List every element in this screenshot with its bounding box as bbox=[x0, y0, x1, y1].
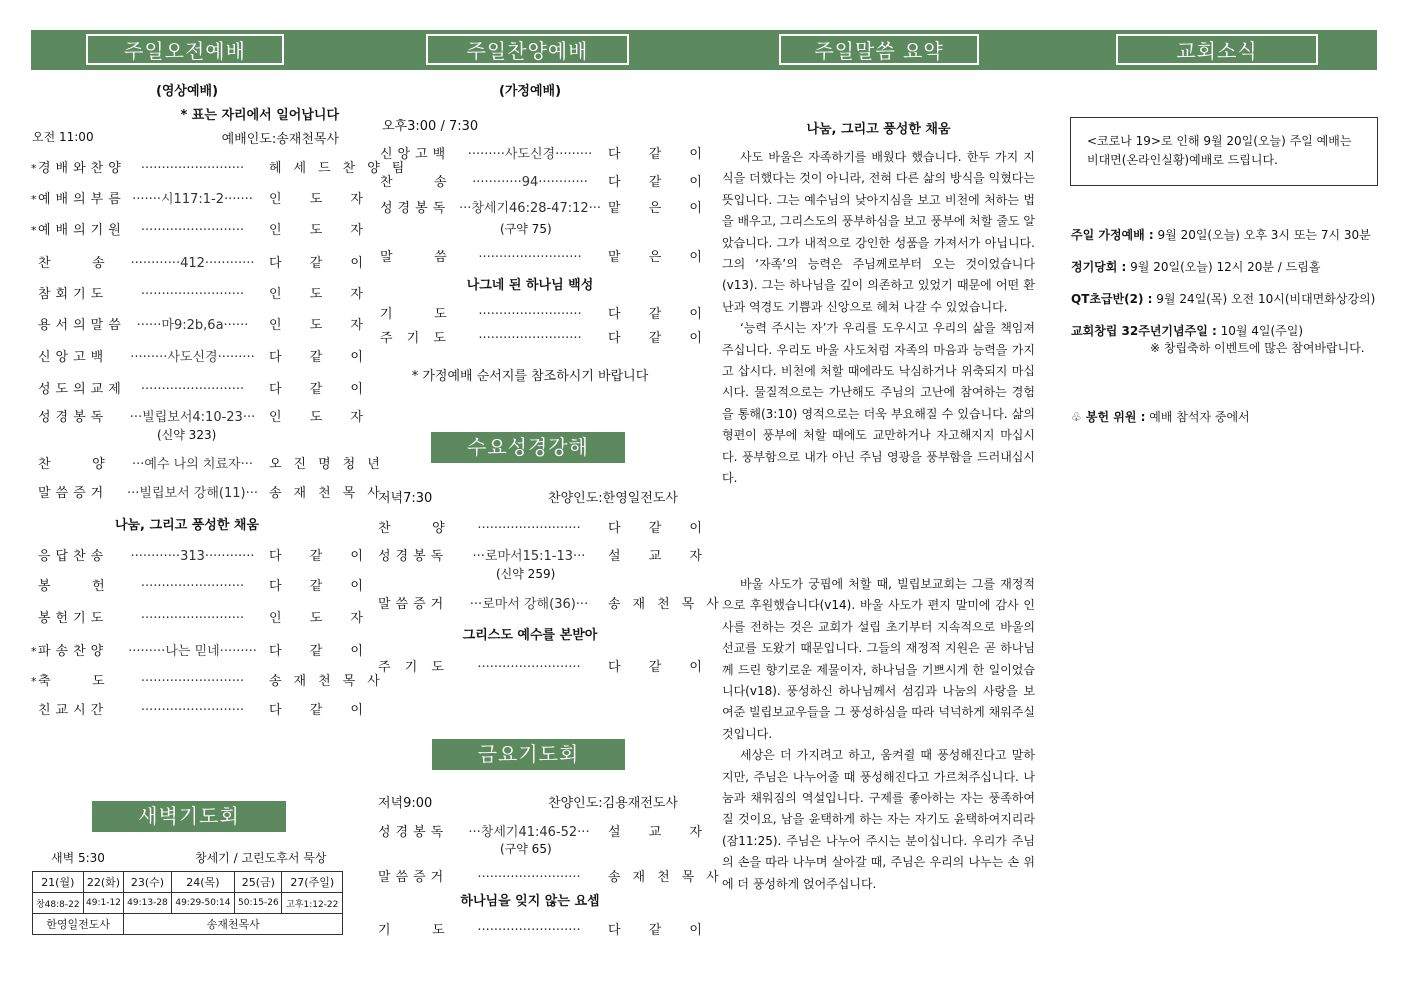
news-text: 9월 20일(오늘) 12시 20분 / 드림홀 bbox=[1126, 260, 1321, 274]
dawn-table bbox=[32, 871, 343, 935]
essay-body-1 bbox=[722, 147, 1035, 490]
morning-subtitle: (영상예배) bbox=[155, 84, 219, 99]
order-item-detail: ························· bbox=[140, 287, 245, 302]
order-item-person: 다 같 이 bbox=[269, 579, 375, 594]
order-item-person: 다 같 이 bbox=[269, 382, 375, 397]
order-item-detail: ·········사도신경········· bbox=[130, 350, 255, 365]
wed-time: 저녁7:30 bbox=[378, 491, 433, 506]
order-item-detail: ···빌립보서 강해(11)··· bbox=[127, 486, 258, 501]
order-item-person: 다 같 이 bbox=[608, 331, 714, 346]
order-item-name: 성경봉독 bbox=[38, 410, 109, 425]
order-item-person: 다 같 이 bbox=[608, 521, 714, 536]
order-item-person: 송재천목사 bbox=[608, 870, 731, 885]
order-item-detail: ·······시117:1-2······· bbox=[132, 192, 253, 207]
order-row bbox=[31, 283, 375, 302]
wed-sermon-title: 그리스도 예수를 본받아 bbox=[462, 628, 598, 643]
order-item-person: 다 같 이 bbox=[269, 644, 375, 659]
order-item-name: 찬 송 bbox=[38, 256, 110, 271]
order-item-person: 인 도 자 bbox=[269, 410, 375, 425]
order-item-name: 신앙고백 bbox=[380, 147, 451, 162]
order-item-person: 설 교 자 bbox=[608, 549, 714, 564]
order-item-name: 신앙고백 bbox=[38, 350, 109, 365]
order-item-name: 친교시간 bbox=[38, 703, 109, 718]
news-text: 10월 4일(주일) bbox=[1216, 324, 1304, 338]
order-item-name: 찬 송 bbox=[380, 175, 452, 190]
family-subtitle: (가정예배) bbox=[498, 84, 562, 99]
news-item bbox=[1071, 322, 1303, 339]
essay-paragraph: 사도 바울은 자족하기를 배웠다 했습니다. 한두 가지 지식을 더했다는 것이 아니라, 전혀 다른 삶의 방식을 익혔다는 뜻입니다. 그는 예수님의 낮아지심을 보고 비천에 처하는 법을 배우고, 그리스도의 풍부하심을 보고 풍부에 처할 줄도 알았습니다. 그가 내적으로 강인한 성품을 가져서가 아닙니다. 그의 ‘자족’의 능력은 주님께로부터 오는 것이었습니다(v13). 그는 하나님을 깊이 의존하고 있었기 때문에 어떤 환난과 역경도 기쁨과 신앙으로 헤쳐 나갈 수 있었습니다. bbox=[722, 150, 1035, 314]
essay-body-2 bbox=[722, 574, 1035, 895]
dawn-day: 23(수) bbox=[124, 872, 171, 893]
order-row bbox=[31, 378, 375, 397]
order-item-person: 다 같 이 bbox=[269, 350, 375, 365]
order-item-detail: ············94············ bbox=[472, 175, 588, 190]
order-item-detail: ························· bbox=[140, 674, 245, 689]
dawn-passage: 49:1-12 bbox=[83, 893, 124, 914]
family-sermon-title: 나그네 된 하나님 백성 bbox=[466, 278, 594, 293]
order-row bbox=[31, 453, 392, 472]
header-sunday-praise: 주일찬양예배 bbox=[426, 34, 629, 65]
dawn-books: 창세기 / 고린도후서 묵상 bbox=[195, 851, 327, 865]
order-row bbox=[31, 252, 375, 271]
dawn-day: 25(금) bbox=[235, 872, 282, 893]
order-row bbox=[31, 670, 392, 689]
header-sermon-summary: 주일말씀 요약 bbox=[779, 34, 979, 65]
stand-marker: * bbox=[31, 162, 37, 175]
order-row bbox=[378, 593, 731, 612]
order-item-name: 성경봉독 bbox=[380, 201, 451, 216]
order-item-person: 인 도 자 bbox=[269, 192, 375, 207]
order-item-detail: ···빌립보서4:10-23··· bbox=[129, 410, 256, 425]
order-row bbox=[31, 314, 375, 333]
essay-paragraph: 세상은 더 가지려고 하고, 움켜쥘 때 풍성해진다고 말하지만, 주님은 나누어줄 때 풍성해진다고 가르쳐주십니다. 나눔과 채워짐의 역설입니다. 구제를 좋아하는 자는 풍족하여질 것이요, 남을 윤택하게 하는 자는 자기도 윤택하여지리라(잠11:25). 주님은 나누어 주시는 분이십니다. 우리가 주님의 손을 따라 나누며 살아갈 때, 주님은 우리의 나누는 손 위에 더 풍성하게 얹어주십니다. bbox=[722, 748, 1035, 891]
stand-marker: * bbox=[31, 675, 37, 688]
order-item-name: 성경봉독 bbox=[378, 825, 449, 840]
order-item-detail: ························· bbox=[478, 307, 582, 322]
order-item-person: 다 같 이 bbox=[269, 256, 375, 271]
order-row bbox=[31, 607, 375, 626]
order-item-person: 인 도 자 bbox=[269, 223, 375, 238]
news-label: 교회창립 32주년기념주일 : bbox=[1071, 324, 1217, 338]
order-item-person: 다 같 이 bbox=[608, 147, 714, 162]
dawn-leader: 송재천목사 bbox=[124, 914, 343, 935]
order-item-name: 말씀증거 bbox=[378, 870, 449, 885]
stand-marker: * bbox=[31, 224, 37, 237]
family-ref: (구약 75) bbox=[500, 222, 552, 236]
order-item-detail: ···로마서15:1-13··· bbox=[472, 549, 586, 564]
order-item-detail: ························· bbox=[478, 250, 582, 265]
order-item-name: 봉 헌 bbox=[38, 579, 110, 594]
order-item-name: 예배의부름 bbox=[38, 192, 126, 207]
order-item-name: 성경봉독 bbox=[378, 549, 449, 564]
order-item-name: 경배와찬양 bbox=[38, 161, 126, 176]
order-item-person: 송재천목사 bbox=[608, 597, 731, 612]
order-row bbox=[380, 143, 714, 162]
news-text: 9월 20일(오늘) 오후 3시 또는 7시 30분 bbox=[1153, 228, 1371, 242]
order-item-name: 주 기 도 bbox=[378, 660, 449, 675]
order-row bbox=[378, 866, 731, 885]
order-item-person: 다 같 이 bbox=[608, 175, 714, 190]
header-sunday-morning: 주일오전예배 bbox=[86, 34, 284, 65]
family-note: * 가정예배 순서지를 참조하시기 바랍니다 bbox=[411, 369, 649, 384]
order-row bbox=[31, 640, 375, 659]
dawn-passage: 50:15-26 bbox=[235, 893, 282, 914]
order-item-detail: ···창세기41:46-52··· bbox=[468, 825, 590, 840]
fri-ref: (구약 65) bbox=[500, 842, 552, 856]
morning-time: 오전 11:00 bbox=[32, 130, 94, 144]
order-item-name: 파송찬양 bbox=[38, 644, 109, 659]
order-item-detail: ························· bbox=[477, 660, 581, 675]
order-row bbox=[378, 656, 714, 675]
order-row bbox=[378, 545, 714, 564]
order-row bbox=[31, 575, 375, 594]
order-item-name: 찬 양 bbox=[378, 521, 450, 536]
offering-committee bbox=[1071, 408, 1250, 425]
order-item-name: 성도의교제 bbox=[38, 382, 126, 397]
order-item-name: 용서의말씀 bbox=[38, 318, 126, 333]
header-friday: 금요기도회 bbox=[432, 739, 625, 770]
order-item-detail: ························· bbox=[477, 870, 581, 885]
order-item-name: 기 도 bbox=[378, 923, 450, 938]
order-item-detail: ···창세기46:28-47:12··· bbox=[458, 201, 602, 216]
order-item-detail: ···로마서 강해(36)··· bbox=[469, 597, 589, 612]
order-row bbox=[378, 821, 714, 840]
morning-sermon-title: 나눔, 그리고 풍성한 채움 bbox=[114, 518, 260, 533]
order-item-detail: ························· bbox=[477, 923, 581, 938]
news-text: 9월 24일(목) 오전 10시(비대면화상강의) bbox=[1152, 292, 1376, 306]
order-item-person: 다 같 이 bbox=[608, 307, 714, 322]
order-row bbox=[31, 406, 375, 425]
news-label: 주일 가정예배 : bbox=[1071, 228, 1154, 242]
order-item-detail: ························· bbox=[140, 703, 245, 718]
order-item-detail: ························· bbox=[478, 331, 582, 346]
essay-title: 나눔, 그리고 풍성한 채움 bbox=[806, 122, 951, 137]
fri-leader: 찬양인도:김용재전도사 bbox=[548, 796, 678, 811]
essay-paragraph: ‘능력 주시는 자’가 우리를 도우시고 우리의 삶을 책임져 주십니다. 우리도 바울 사도처럼 자족의 마음과 능력을 가지고 삽시다. 비천에 처할 때에라도 낙심하거나 위축되지 마십시다. 물질적으로는 가난해도 주님의 고난에 참여하는 경험을 통해(3:10) 영적으로는 더욱 부요해질 수 있습니다. 삶의 형편이 풍부에 처할 때에도 교만하거나 자고해지지 마십시다. 풍부함으로 내가 아닌 주님 영광을 풍부함을 드러내십시다. bbox=[722, 321, 1035, 486]
dawn-passage: 고후1:12-22 bbox=[282, 893, 343, 914]
order-item-detail: ························· bbox=[140, 161, 245, 176]
offering-text: 예배 참석자 중에서 bbox=[1145, 410, 1250, 424]
dawn-day: 24(목) bbox=[171, 872, 235, 893]
order-row bbox=[378, 517, 714, 536]
order-item-person: 인 도 자 bbox=[269, 611, 375, 626]
fri-time: 저녁9:00 bbox=[378, 796, 433, 811]
order-item-detail: ························· bbox=[140, 382, 245, 397]
order-item-name: 말 씀 bbox=[380, 250, 452, 265]
order-item-name: 말씀증거 bbox=[378, 597, 449, 612]
order-item-name: 찬 양 bbox=[38, 457, 110, 472]
dawn-leader: 한영일전도사 bbox=[33, 914, 124, 935]
stand-marker: * bbox=[31, 645, 37, 658]
essay-paragraph: 바울 사도가 궁핍에 처할 때, 빌립보교회는 그를 재정적으로 후원했습니다(v14). 바울 사도가 편지 말미에 감사 인사를 전하는 것은 교회가 설립 초기부터 지속적으로 바울의 선교를 도왔기 때문입니다. 그들의 재정적 지원은 곧 하나님께 드린 향기로운 제물이자, 하나님을 기쁘시게 한 일이었습니다(v18). 풍성하신 하나님께서 섬김과 나눔의 사랑을 보여준 빌립보교우들을 그 풍성하심을 따라 넉넉하게 채워주실 것입니다. bbox=[722, 577, 1035, 741]
order-item-person: 헤세드찬양팀 bbox=[269, 161, 417, 176]
order-row bbox=[380, 246, 714, 265]
order-item-name: 봉헌기도 bbox=[38, 611, 109, 626]
order-row bbox=[31, 188, 375, 207]
order-item-detail: ············313············ bbox=[130, 549, 255, 564]
order-item-detail: ···예수 나의 치료자··· bbox=[132, 457, 253, 472]
order-item-detail: ························· bbox=[140, 223, 245, 238]
order-item-person: 다 같 이 bbox=[269, 549, 375, 564]
order-item-detail: ·········나는 믿네········· bbox=[128, 644, 257, 659]
wed-ref: (신약 259) bbox=[496, 567, 556, 581]
order-row bbox=[31, 482, 392, 501]
order-item-person: 맡 은 이 bbox=[608, 250, 714, 265]
order-item-name: 주 기 도 bbox=[380, 331, 451, 346]
dawn-day: 22(화) bbox=[83, 872, 124, 893]
order-row bbox=[380, 197, 714, 216]
order-item-person: 다 같 이 bbox=[608, 923, 714, 938]
order-item-detail: ························· bbox=[140, 611, 245, 626]
order-item-name: 말씀증거 bbox=[38, 486, 109, 501]
order-item-detail: ······마9:2b,6a······ bbox=[136, 318, 249, 333]
dawn-passage: 49:29-50:14 bbox=[171, 893, 235, 914]
order-item-detail: ·········사도신경········· bbox=[467, 147, 593, 162]
order-item-person: 인 도 자 bbox=[269, 287, 375, 302]
order-item-person: 인 도 자 bbox=[269, 318, 375, 333]
order-item-person: 송재천목사 bbox=[269, 486, 392, 501]
order-row bbox=[378, 919, 714, 938]
morning-leader: 예배인도:송재천목사 bbox=[221, 132, 339, 147]
order-row bbox=[31, 699, 375, 718]
dawn-day: 21(월) bbox=[33, 872, 84, 893]
order-row bbox=[380, 171, 714, 190]
order-item-detail: ························· bbox=[140, 579, 245, 594]
news-label: 정기당회 : bbox=[1071, 260, 1127, 274]
order-row bbox=[380, 327, 714, 346]
covid-notice: <코로나 19>로 인해 9월 20일(오늘) 주일 예배는 비대면(온라인실황)예배로 드립니다. bbox=[1070, 117, 1378, 186]
order-item-person: 설 교 자 bbox=[608, 825, 714, 840]
dawn-passage: 창48:8-22 bbox=[33, 893, 84, 914]
order-item-name: 참회기도 bbox=[38, 287, 109, 302]
order-item-name: 응답찬송 bbox=[38, 549, 109, 564]
order-item-name: 축 도 bbox=[38, 674, 110, 689]
news-item bbox=[1071, 226, 1371, 243]
order-item-person: 다 같 이 bbox=[608, 660, 714, 675]
stand-note: * 표는 자리에서 일어납니다 bbox=[180, 108, 339, 123]
order-item-person: 송재천목사 bbox=[269, 674, 392, 689]
order-item-person: 다 같 이 bbox=[269, 703, 375, 718]
order-item-detail: ············412············ bbox=[130, 256, 255, 271]
order-row bbox=[31, 545, 375, 564]
anniversary-note: ※ 창립축하 이벤트에 많은 참여바랍니다. bbox=[1150, 341, 1365, 355]
morning-scripture-ref: (신약 323) bbox=[157, 428, 217, 442]
offering-label: ♧ 봉헌 위원 : bbox=[1071, 410, 1146, 424]
order-item-detail: ························· bbox=[477, 521, 581, 536]
order-item-person: 오진명청년 bbox=[269, 457, 392, 472]
dawn-day: 27(주일) bbox=[282, 872, 343, 893]
family-time: 오후3:00 / 7:30 bbox=[382, 119, 479, 134]
order-item-name: 기 도 bbox=[380, 307, 452, 322]
order-row bbox=[380, 303, 714, 322]
wed-leader: 찬양인도:한영일전도사 bbox=[548, 491, 678, 506]
order-item-name: 예배의기원 bbox=[38, 223, 126, 238]
fri-sermon-title: 하나님을 잊지 않는 요셉 bbox=[460, 894, 600, 909]
news-label: QT초급반(2) : bbox=[1071, 292, 1153, 306]
dawn-time: 새벽 5:30 bbox=[51, 851, 105, 865]
news-item bbox=[1071, 290, 1375, 307]
header-wednesday: 수요성경강해 bbox=[431, 432, 625, 463]
header-dawn: 새벽기도회 bbox=[92, 801, 286, 832]
order-row bbox=[31, 346, 375, 365]
order-item-person: 맡 은 이 bbox=[608, 201, 714, 216]
news-item bbox=[1071, 258, 1320, 275]
order-row bbox=[31, 219, 375, 238]
order-row bbox=[31, 157, 417, 176]
stand-marker: * bbox=[31, 193, 37, 206]
dawn-passage: 49:13-28 bbox=[124, 893, 171, 914]
header-church-news: 교회소식 bbox=[1116, 34, 1318, 65]
